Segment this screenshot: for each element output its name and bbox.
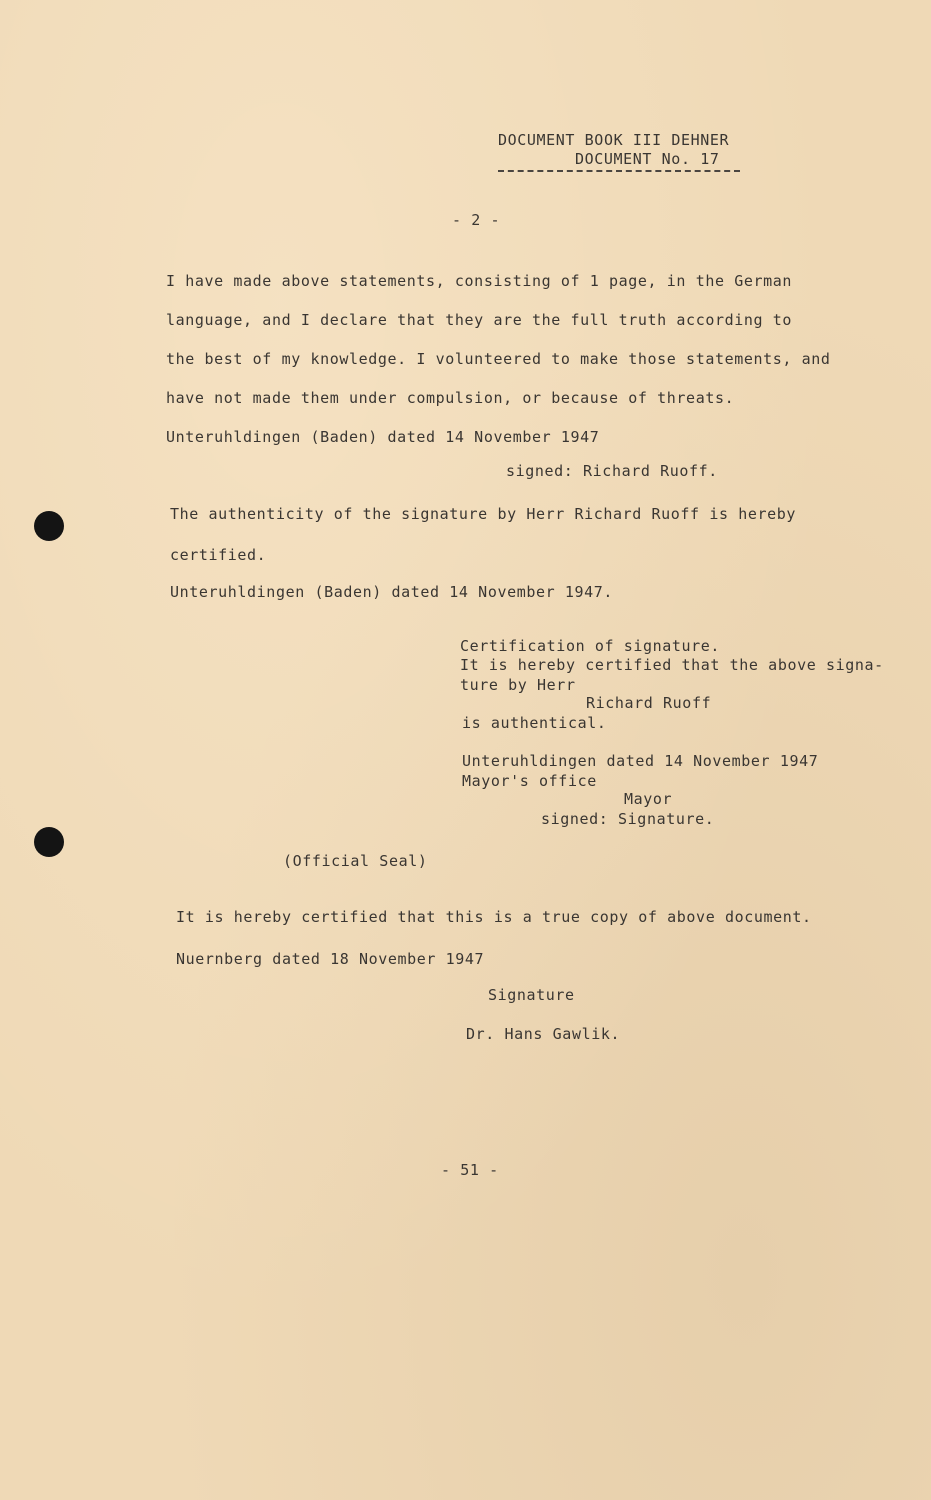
page-number: - 51 -	[441, 1161, 499, 1179]
statement-line-2: language, and I declare that they are the full truth according to	[166, 311, 792, 329]
certification-name: Richard Ruoff	[586, 694, 712, 712]
statement-line-3: the best of my knowledge. I volunteered to make those statements, and	[166, 350, 831, 368]
official-seal: (Official Seal)	[283, 852, 428, 870]
document-number: DOCUMENT No. 17	[575, 150, 720, 168]
punch-hole-top	[34, 511, 64, 541]
page-marker: - 2 -	[452, 211, 501, 229]
place-date-1: Unteruhldingen (Baden) dated 14 November 1947	[166, 428, 600, 446]
certification-authentic: is authentical.	[462, 714, 607, 732]
place-date-2: Unteruhldingen (Baden) dated 14 November 1947.	[170, 583, 614, 601]
punch-hole-bottom	[34, 827, 64, 857]
certification-line-2: ture by Herr	[460, 676, 576, 694]
mayor-signed: signed: Signature.	[541, 810, 715, 828]
signature-label: Signature	[488, 986, 575, 1004]
header-divider	[498, 170, 740, 172]
authenticity-line-2: certified.	[170, 546, 267, 564]
statement-line-4: have not made them under compulsion, or because of threats.	[166, 389, 735, 407]
certification-title: Certification of signature.	[460, 637, 721, 655]
certification-place-date: Unteruhldingen dated 14 November 1947	[462, 752, 819, 770]
certification-line-1: It is hereby certified that the above signa-	[460, 656, 884, 674]
statement-line-1: I have made above statements, consisting of 1 page, in the German	[166, 272, 792, 290]
nuernberg-date: Nuernberg dated 18 November 1947	[176, 950, 485, 968]
mayor-label: Mayor	[624, 790, 673, 808]
document-book-title: DOCUMENT BOOK III DEHNER	[498, 131, 730, 149]
signed-richard-ruoff: signed: Richard Ruoff.	[506, 462, 718, 480]
true-copy-statement: It is hereby certified that this is a true copy of above document.	[176, 908, 812, 926]
signer-name: Dr. Hans Gawlik.	[466, 1025, 621, 1043]
mayors-office: Mayor's office	[462, 772, 597, 790]
authenticity-line-1: The authenticity of the signature by Herr Richard Ruoff is hereby	[170, 505, 796, 523]
